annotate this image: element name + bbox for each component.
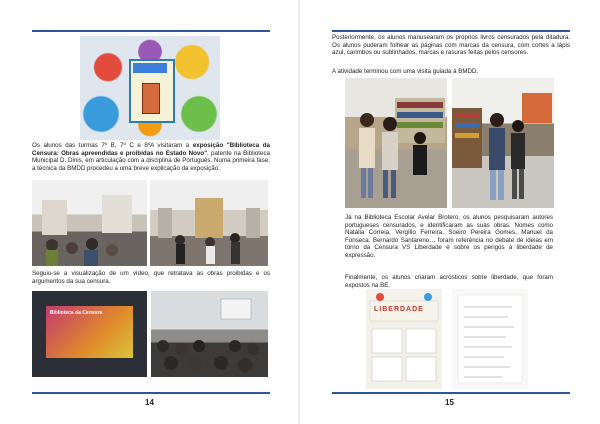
- bottom-rule: [332, 392, 570, 394]
- acrostics-paragraph: Finalmente, os alunos criaram acrósticos sobre liberdade, que foram expostos na BE.: [345, 274, 553, 289]
- school-library-paragraph: Já na Biblioteca Escolar Avelar Brotero, os alunos pesquisaram autores portugueses censurados, e identificaram as suas obras. Nomes como Natália Correia, Vergílio Ferreira, Soeiro Pereira Gomes, Manuel da Fonseca, Bernardo Santareno… foram referência no debate de ideias em torno da Censura VS Liberdade e sobre os perigos à liberdade de expressão.: [345, 214, 553, 259]
- top-rule: [332, 30, 570, 32]
- library-photo-shelves: [452, 78, 554, 208]
- library-illustration-1: [345, 78, 447, 208]
- bottom-rule: [32, 392, 270, 394]
- mural-photo: [80, 36, 220, 140]
- poster-title: LIBERDADE: [374, 306, 424, 313]
- handling-paragraph: Posteriormente, os alunos manusearam os próprios livros censurados pela ditadura. Os alunos puderam folhear as páginas com marcas da censura, com cortes a lápis azul, carimbos ou sublinhados, marcas e rasuras feitas pelos censores.: [332, 34, 570, 57]
- intro-text: Os alunos das turmas 7º B, 7º C e 8ºA visitaram a: [32, 142, 193, 149]
- mural-poster: [142, 83, 161, 114]
- auditorium-illustration: [151, 291, 268, 377]
- acrostic-sheet-photo: [452, 289, 528, 389]
- auditorium-photo: [151, 291, 268, 377]
- library-photo-students: [345, 78, 447, 208]
- right-page: [300, 0, 600, 424]
- acrostic-poster-photo: [366, 289, 442, 389]
- acrostic-sheet-illustration: [452, 289, 528, 389]
- exhibition-title: exposição "Biblioteca da Censura: Obras apreendidas e proibidas no Estado Novo": [32, 142, 270, 157]
- exhibition-hall-illustration: [150, 180, 268, 266]
- video-screen-photo: [32, 291, 147, 377]
- mural-title-banner: [133, 63, 167, 73]
- exhibition-room-illustration: [32, 180, 147, 266]
- exhibition-room-photo: [32, 180, 147, 266]
- page-number: 15: [445, 398, 454, 407]
- top-rule: [32, 30, 270, 32]
- intro-paragraph: [32, 142, 270, 172]
- video-paragraph: Seguiu-se a visualização de um vídeo, que retratava as obras proibidas e os argumentos da sua censura.: [32, 270, 270, 285]
- intro-rest-text: , patente na Biblioteca Municipal D. Dinis, em articulação com a disciplina de Português. Numa primeira fase, a técnica da BMDD procedeu a uma breve explicação da exposição.: [32, 149, 270, 172]
- page-number: 14: [145, 398, 154, 407]
- projection-screen-title: Biblioteca da Censura: [49, 310, 103, 317]
- library-illustration-2: [452, 78, 554, 208]
- projection-screen: [46, 306, 133, 358]
- guided-visit-paragraph: A atividade terminou com uma visita guiada à BMDD.: [332, 68, 479, 75]
- exhibition-hall-photo: [150, 180, 268, 266]
- acrostic-poster-illustration: [366, 289, 442, 389]
